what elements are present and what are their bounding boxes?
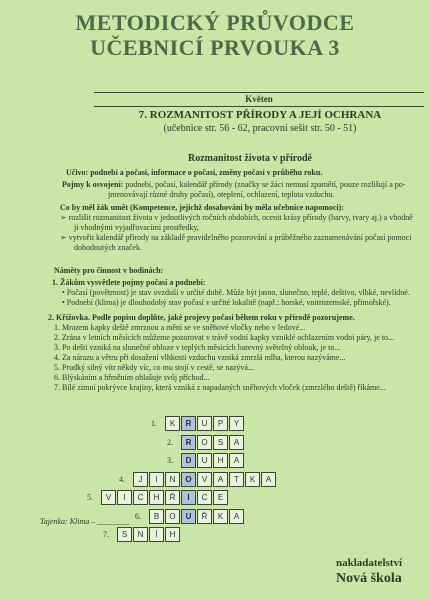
tajenka-blank[interactable]: ________ xyxy=(97,517,130,526)
uzivo-text: podnebí a počasí, informace o počasí, změny počasí v průběhu roku. xyxy=(90,168,323,177)
crossword-cell[interactable]: N xyxy=(165,472,180,487)
crossword-cell[interactable]: V xyxy=(197,472,212,487)
publisher xyxy=(336,556,402,586)
crossword-row-number: 4. xyxy=(119,474,125,484)
crossword-cell[interactable]: Ř xyxy=(197,509,212,524)
chapter-reference-line: (učebnice str. 56 - 62, pracovní sešit str. 50 - 51) xyxy=(163,123,357,134)
crossword-cell[interactable]: O xyxy=(165,509,180,524)
crossword-cell[interactable]: Í xyxy=(149,527,164,542)
crossword-cell[interactable]: A xyxy=(213,472,228,487)
page-title xyxy=(0,10,430,60)
crossword-cell[interactable]: E xyxy=(213,490,228,505)
question-4: 4. Za nárazu a větru při dosažení vlhkosti vzduchu vzniká zmrzlá mlha, kterou nazýváme... xyxy=(54,353,346,362)
crossword-solution-cell[interactable]: R xyxy=(181,416,196,431)
crossword-cell[interactable]: S xyxy=(213,435,228,450)
crossword-row-number: 5. xyxy=(87,493,93,502)
tajenka-label: Tajenka: Klima – xyxy=(40,517,98,526)
crossword-cell[interactable]: N xyxy=(133,527,148,542)
competence-3: ➢ vytvořit kalendář přírody na základě pravidelného pozorování a průběžného zaznamenávání počasí pomocí xyxy=(60,233,412,242)
competence-label: Co by měl žák umět (Kompetence, jejichž dosahování by měla učebnice napomoci): xyxy=(60,203,344,212)
crossword-cell[interactable]: A xyxy=(261,472,276,487)
uzivo-label: Učivo: xyxy=(66,168,89,177)
competence-2: ji vhodnými vyjadřovacími prostředky, xyxy=(74,223,199,232)
crossword-solution-cell[interactable]: D xyxy=(181,453,196,468)
crossword-cell[interactable]: H xyxy=(149,490,164,505)
crossword-cell[interactable]: V xyxy=(101,490,116,505)
namety-heading: Náměty pro činnost v hodinách: xyxy=(54,266,164,275)
question-6: 6. Blýskáním a hřměním ohlašuje svůj příchod... xyxy=(54,373,210,382)
crossword-cell[interactable]: A xyxy=(229,435,244,450)
uzivo-line xyxy=(66,168,322,178)
pojmy-label: Pojmy k osvojení: xyxy=(62,180,124,189)
crossword-row-number: 3. xyxy=(167,456,173,465)
pojmy-text-2: jmenovávají různé druhy počasí), oteplení, ochlazení, teplota vzduchu. xyxy=(108,190,335,199)
crossword-cell[interactable]: Ř xyxy=(165,490,180,505)
crossword-cell[interactable]: A xyxy=(229,509,244,524)
pojmy-line xyxy=(62,180,405,190)
question-7: 7. Bílé zimní pokrývce krajiny, která vzniká z napadaných sněhových vloček (zmrzlého deště) říkáme... xyxy=(54,383,386,392)
pojmy-text-1: podnebí, počasí, kalendář přírody (značky se žáci nemusí zpamětí, pouze rozlišují a po- xyxy=(125,180,406,189)
crossword-solution-cell[interactable]: I xyxy=(181,490,196,505)
question-1: 1. Mrazem kapky deště zmrznou a mění se ve sněhové vločky nebo v ledové... xyxy=(54,323,306,332)
crossword-cell[interactable]: I xyxy=(149,472,164,487)
chapter-title: 7. ROZMANITOST PŘÍRODY A JEJÍ OCHRANA xyxy=(138,109,382,121)
crossword-row-number: 7. xyxy=(103,530,109,539)
task-1-pocasi: • Počasí (povětrnost) je stav ovzduší v určité době. Může být jasno, slunečno, teplé, deštivo, vlhké, nevlídné. xyxy=(62,288,410,297)
chapter-reference xyxy=(90,122,430,135)
question-3: 3. Po dešti vzniká na slunečné obloze v teplých měsících barevný světelný oblouk, je to... xyxy=(54,343,341,352)
crossword-cell[interactable]: B xyxy=(149,509,164,524)
title-line-2: UČEBNICÍ PRVOUKA 3 xyxy=(90,35,340,60)
crossword-cell[interactable]: S xyxy=(117,527,132,542)
task-1: 1. Žákům vysvětlete pojmy počasí a podnebí: xyxy=(52,278,206,287)
competence-4: dohodnutých značek. xyxy=(74,243,142,252)
crossword-cell[interactable]: K xyxy=(245,472,260,487)
crossword-cell[interactable]: K xyxy=(213,509,228,524)
crossword-cell[interactable]: H xyxy=(213,453,228,468)
competence-1: ➢ rozlišit rozmanitost života v jednotlivých ročních obdobích, ocenit krásy přírody (barvy, tvary aj.) a vhodně xyxy=(60,213,413,222)
crossword-cell[interactable]: U xyxy=(197,416,212,431)
crossword-cell[interactable]: O xyxy=(197,435,212,450)
question-5: 5. Prudký silný vítr někdy víc, co mu stojí v cestě, se nazývá... xyxy=(54,363,254,372)
crossword-cell[interactable]: C xyxy=(197,490,212,505)
crossword-cell[interactable]: Y xyxy=(229,416,244,431)
crossword-cell[interactable]: H xyxy=(165,527,180,542)
crossword-row-number: 1. xyxy=(151,419,157,428)
crossword-cell[interactable]: P xyxy=(213,416,228,431)
publisher-name: Nová škola xyxy=(335,571,402,586)
publisher-line-1: nakladatelství xyxy=(335,557,402,569)
tajenka-line xyxy=(40,517,129,527)
crossword-cell[interactable]: U xyxy=(197,453,212,468)
crossword-solution-cell[interactable]: O xyxy=(181,472,196,487)
question-2: 2. Zrána v letních měsících můžeme pozorovat v trávě vodní kapky vzniklé ochlazením vodní páry, je to... xyxy=(54,333,395,342)
crossword-cell[interactable]: I xyxy=(117,490,132,505)
crossword-cell[interactable]: A xyxy=(229,453,244,468)
task-1-podnebi: • Podnebí (klima) je dlouhodobý stav počasí v určité lokalitě (např.: horské, vnitrozemské, přímořské). xyxy=(62,298,391,307)
crossword-row-number: 2. xyxy=(167,437,173,447)
task-2: 2. Křížovka. Podle popisu doplňte, jaké projevy počasí během roku v přírodě pozorujeme. xyxy=(48,313,355,322)
crossword-solution-cell[interactable]: U xyxy=(181,509,196,524)
crossword-cell[interactable]: T xyxy=(229,472,244,487)
section-title: Rozmanitost života v přírodě xyxy=(188,153,312,164)
crossword-solution-cell[interactable]: R xyxy=(181,435,196,450)
title-line-1: METODICKÝ PRŮVODCE xyxy=(75,10,355,35)
crossword-cell[interactable]: K xyxy=(165,416,180,431)
crossword-cell[interactable]: C xyxy=(133,490,148,505)
crossword-cell[interactable]: J xyxy=(133,472,148,487)
month-header: Květen xyxy=(94,92,424,107)
crossword-row-number: 6. xyxy=(135,511,141,521)
